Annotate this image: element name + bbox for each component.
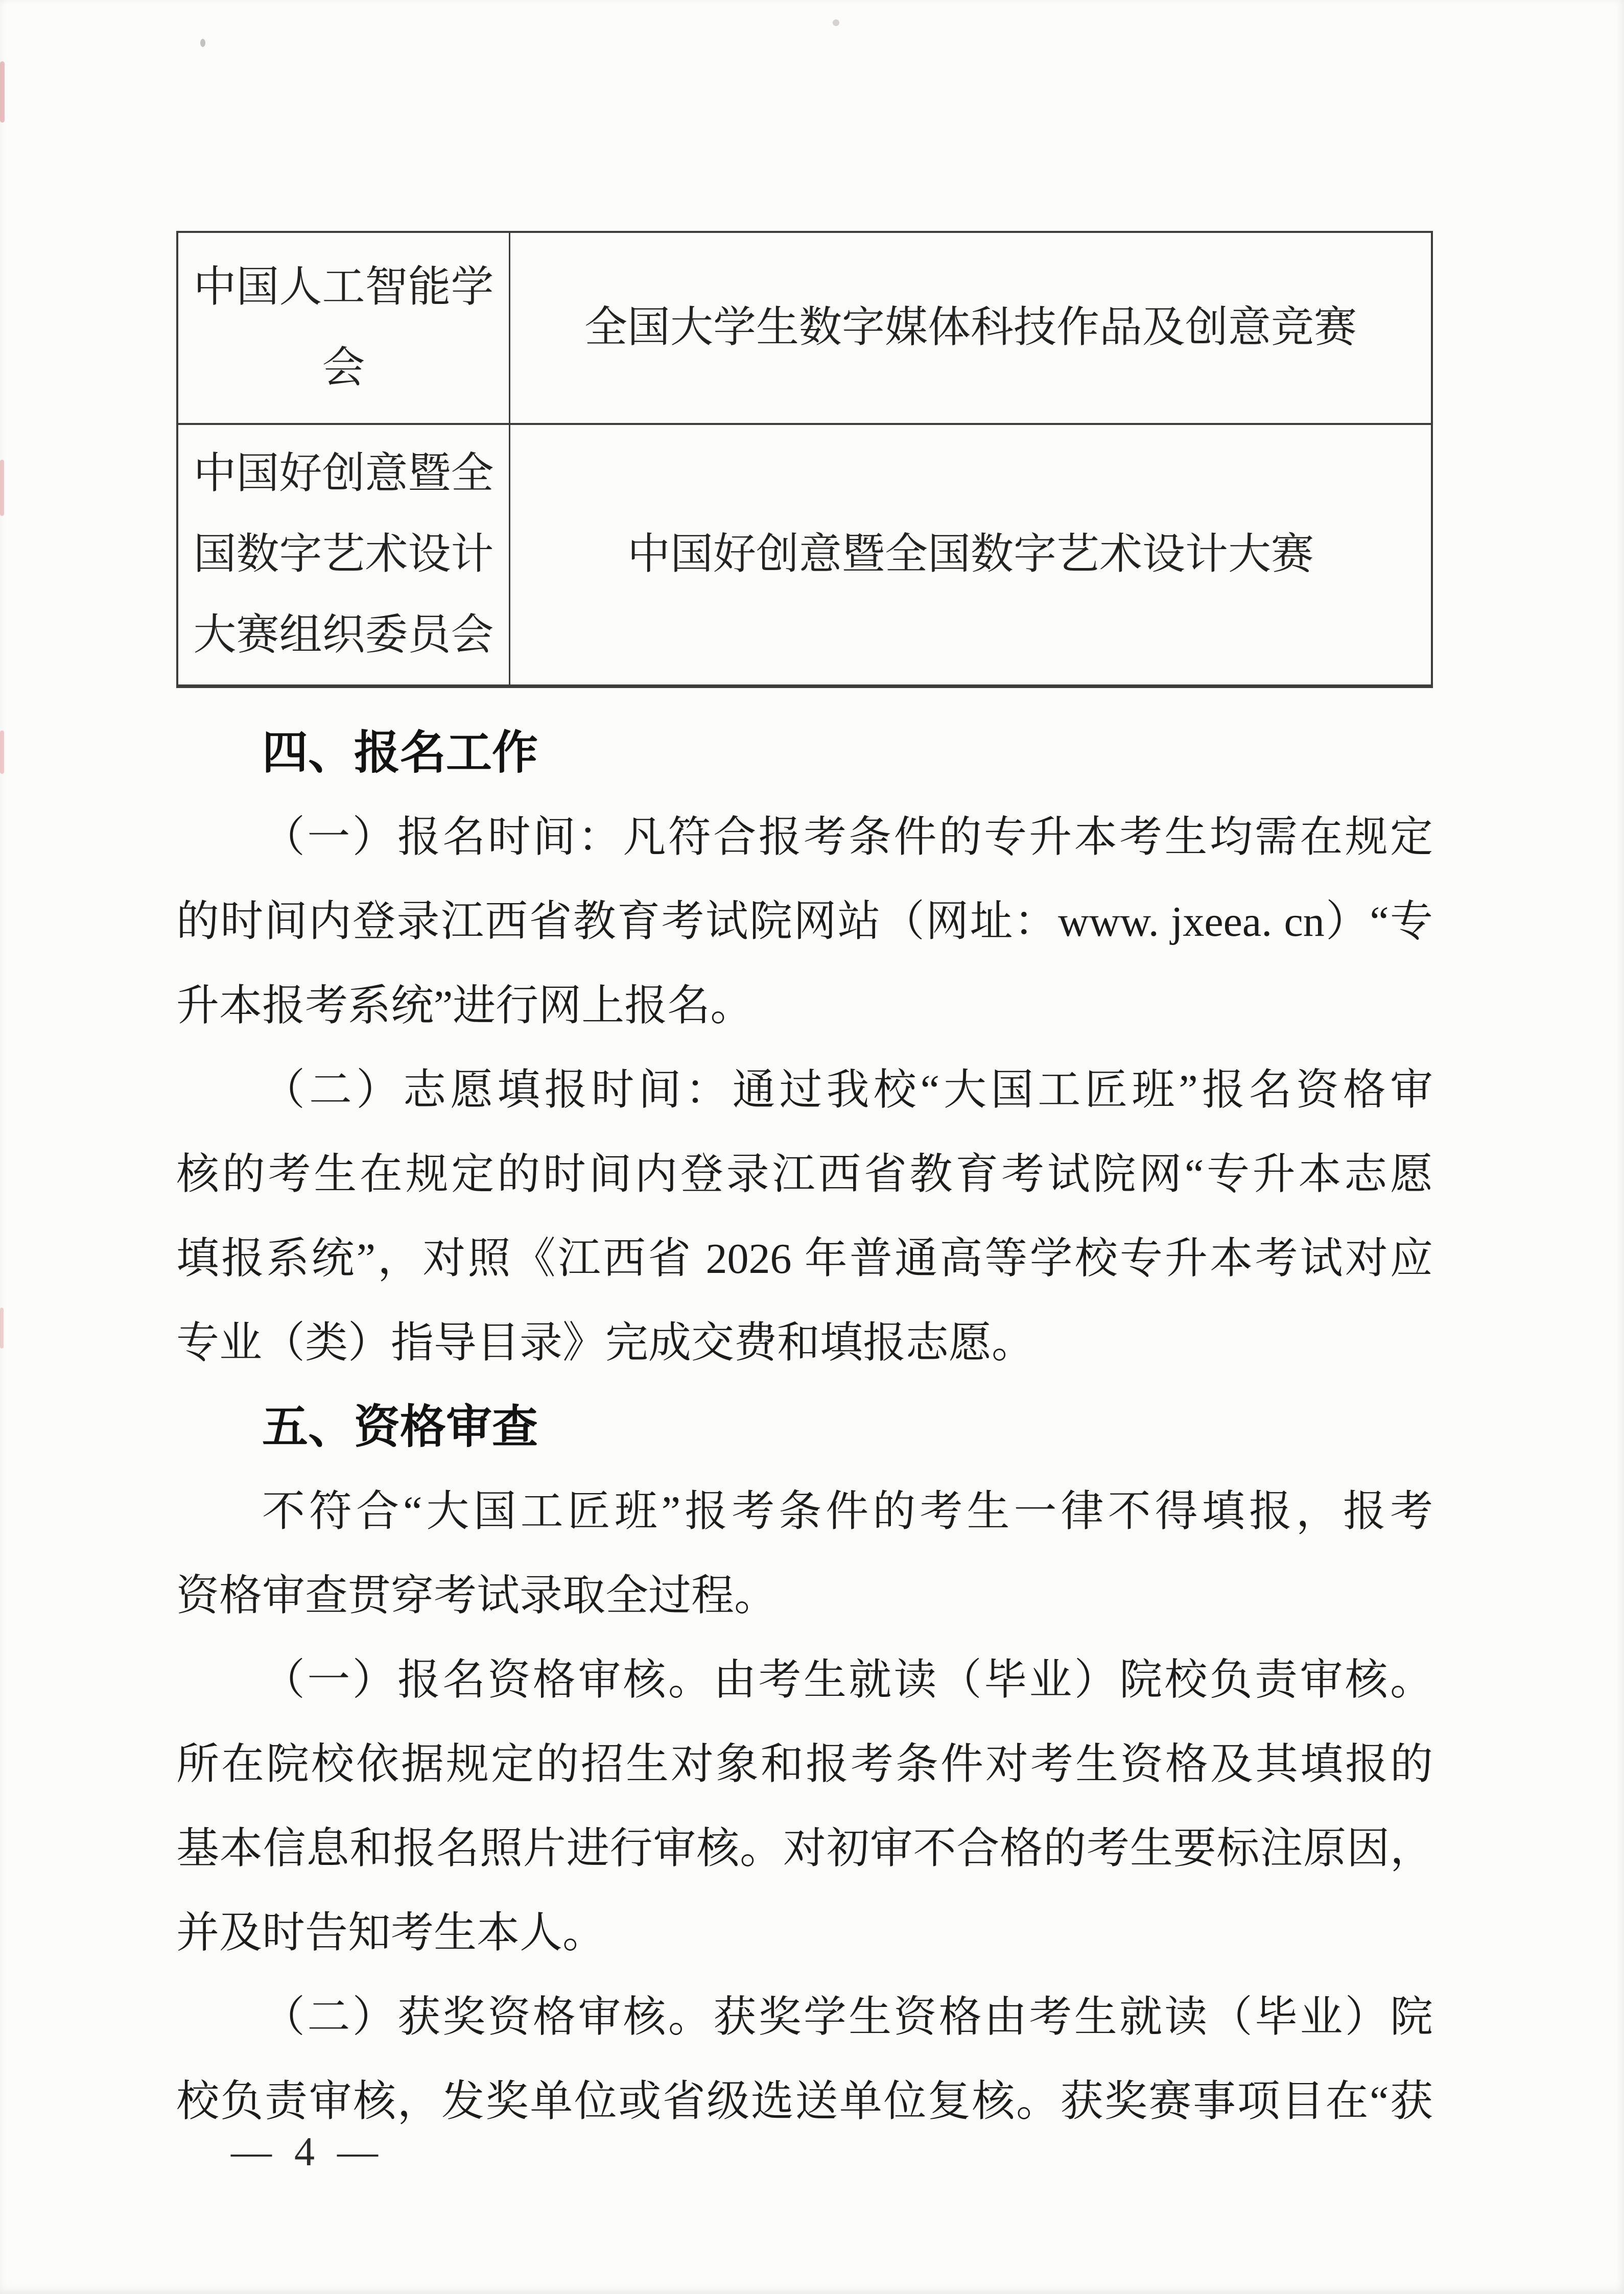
paragraph-line: 的时间内登录江西省教育考试院网站（网址：www. jxeea. cn）“专 [176, 898, 1433, 945]
competition-table [176, 231, 1433, 688]
paragraph-line: 并及时告知考生本人。 [176, 1909, 606, 1957]
scan-speck [833, 19, 839, 26]
paragraph-line: 专业（类）指导目录》完成交费和填报志愿。 [176, 1319, 1035, 1367]
paragraph-line: （一）报名资格审核。由考生就读（毕业）院校负责审核。 [262, 1657, 1433, 1704]
organizer-cell: 中国好创意暨全国数字艺术设计大赛组织委员会 [178, 425, 510, 684]
scan-speck [200, 39, 205, 47]
paragraph-line: 基本信息和报名照片进行审核。对初审不合格的考生要标注原因， [176, 1825, 1433, 1873]
competition-cell: 中国好创意暨全国数字艺术设计大赛 [627, 531, 1314, 578]
paragraph-line: 资格审查贯穿考试录取全过程。 [176, 1572, 778, 1620]
scan-artifact [0, 730, 4, 774]
paragraph-line: 不符合“大国工匠班”报考条件的考生一律不得填报，报考 [262, 1488, 1433, 1535]
paragraph-line: （二）志愿填报时间：通过我校“大国工匠班”报名资格审 [262, 1067, 1433, 1114]
paragraph-line: 校负责审核，发奖单位或省级选送单位复核。获奖赛事项目在“获 [176, 2078, 1433, 2125]
competition-cell: 全国大学生数字媒体科技作品及创意竞赛 [584, 304, 1357, 351]
table-row [178, 233, 1431, 423]
organizer-cell: 中国人工智能学会 [178, 233, 510, 423]
document-body [176, 711, 1433, 2144]
scan-artifact [0, 61, 5, 123]
paragraph-line: 所在院校依据规定的招生对象和报考条件对考生资格及其填报的 [176, 1741, 1433, 1788]
scan-artifact [0, 460, 4, 516]
paragraph-line: 核的考生在规定的时间内登录江西省教育考试院网“专升本志愿 [176, 1151, 1433, 1198]
table-row [178, 423, 1431, 684]
paragraph-line: （一）报名时间：凡符合报考条件的专升本考生均需在规定 [262, 814, 1433, 861]
paragraph-line: 填报系统”，对照《江西省 2026 年普通高等学校专升本考试对应 [176, 1235, 1433, 1283]
section-heading: 四、报名工作 [262, 727, 538, 778]
page-number: — 4 — [231, 2130, 384, 2174]
paragraph-line: 升本报考系统”进行网上报名。 [176, 982, 754, 1030]
scan-artifact [0, 1308, 4, 1349]
section-heading: 五、资格审查 [262, 1402, 538, 1453]
paragraph-line: （二）获奖资格审核。获奖学生资格由考生就读（毕业）院 [262, 1994, 1433, 2041]
